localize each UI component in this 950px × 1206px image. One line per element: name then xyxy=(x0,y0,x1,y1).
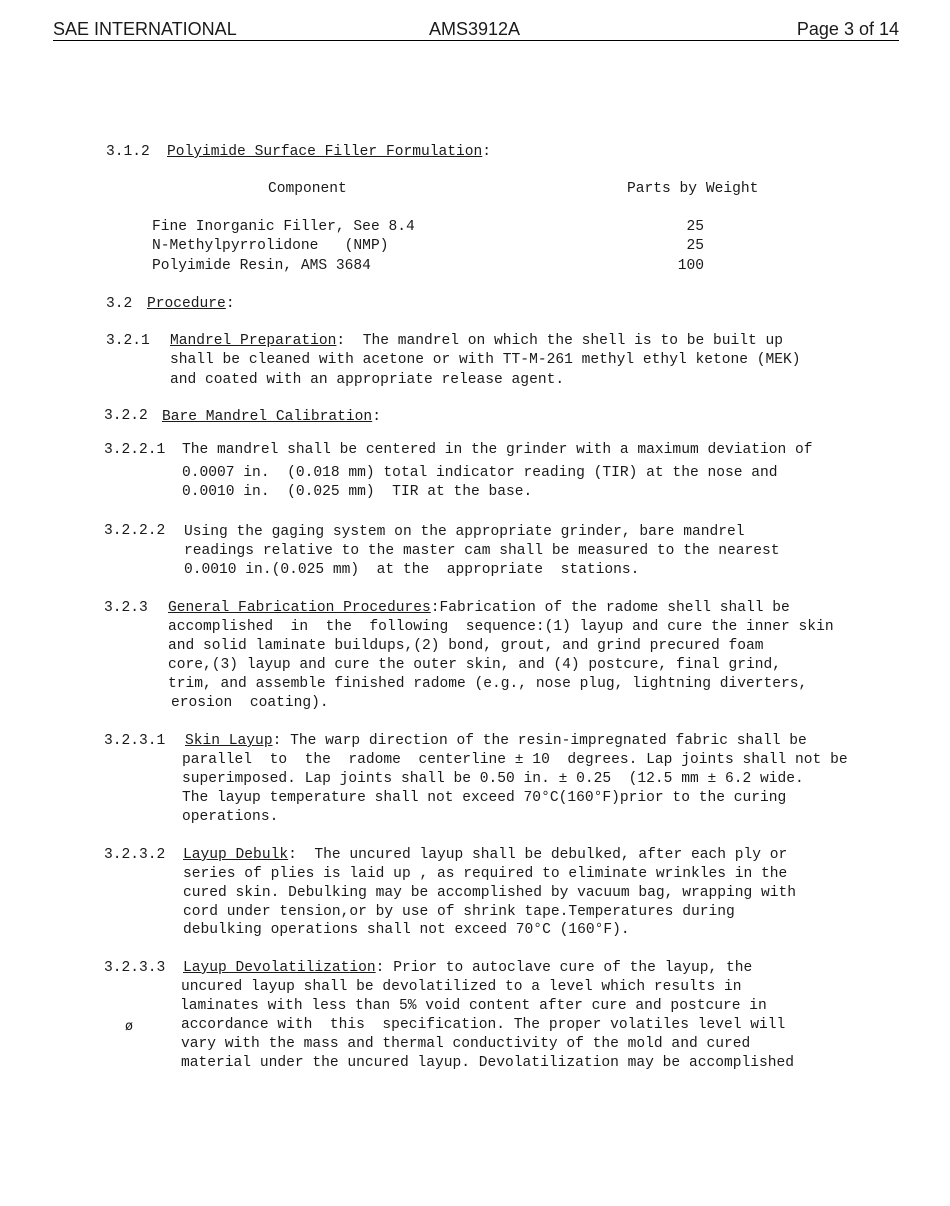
section-3-2-1-title: Mandrel Preparation xyxy=(170,333,337,349)
paragraph-line: The mandrel on which the shell is to be built up xyxy=(362,333,784,349)
table-cell-parts: 100 xyxy=(677,258,704,274)
page-header xyxy=(53,18,899,41)
heading-colon: : xyxy=(225,296,235,312)
paragraph-line: erosion coating). xyxy=(171,695,329,711)
paragraph-line: operations. xyxy=(182,809,279,825)
section-3-2-2-number: 3.2.2 xyxy=(104,408,148,424)
paragraph-line: readings relative to the master cam shall be measured to the nearest xyxy=(184,543,780,559)
heading-colon: : xyxy=(482,144,492,160)
section-3-2-heading xyxy=(147,295,235,314)
paragraph-line: cured skin. Debulking may be accomplished by vacuum bag, wrapping with xyxy=(183,885,797,901)
paragraph-line: shall be cleaned with acetone or with TT-M-261 methyl ethyl ketone (MEK) xyxy=(170,352,801,368)
change-bar-mark: ø xyxy=(125,1019,133,1034)
section-3-1-2-heading xyxy=(167,143,491,162)
paragraph-line: trim, and assemble finished radome (e.g., nose plug, lightning diverters, xyxy=(168,676,808,692)
section-3-2-3-1-number: 3.2.3.1 xyxy=(104,733,166,749)
paragraph-line: series of plies is laid up , as required to eliminate wrinkles in the xyxy=(183,866,788,882)
section-3-2-3-number: 3.2.3 xyxy=(104,600,148,616)
heading-colon: : xyxy=(430,600,440,616)
section-3-2-3-3-number: 3.2.3.3 xyxy=(104,960,166,976)
section-3-2-2-title: Bare Mandrel Calibration xyxy=(162,409,373,425)
heading-colon: : xyxy=(272,733,282,749)
paragraph-line: laminates with less than 5% void content after cure and postcure in xyxy=(180,998,767,1014)
paragraph-line: debulking operations shall not exceed 70°C (160°F). xyxy=(183,922,630,938)
section-3-2-3-1-line xyxy=(185,732,807,751)
section-3-2-3-2-line xyxy=(183,846,787,865)
paragraph-line: Fabrication of the radome shell shall be xyxy=(439,600,790,616)
paragraph-line: The mandrel shall be centered in the grinder with a maximum deviation of xyxy=(182,442,813,458)
paragraph-line: Prior to autoclave cure of the layup, the xyxy=(393,960,753,976)
section-3-2-3-2-title: Layup Debulk xyxy=(183,847,289,863)
heading-colon: : xyxy=(372,409,381,425)
paragraph-line: and solid laminate buildups,(2) bond, grout, and grind precured foam xyxy=(168,638,764,654)
section-3-2-1-line xyxy=(170,332,783,351)
paragraph-line: The warp direction of the resin-impregnated fabric shall be xyxy=(290,733,807,749)
heading-colon: : xyxy=(336,333,346,349)
paragraph-line: accomplished in the following sequence:(1) layup and cure the inner skin xyxy=(168,619,834,635)
paragraph-line: parallel to the radome centerline ± 10 degrees. Lap joints shall not be xyxy=(182,752,848,768)
table-cell-parts: 25 xyxy=(686,238,704,254)
section-3-2-2-1-number: 3.2.2.1 xyxy=(104,442,166,458)
section-3-2-3-line xyxy=(168,599,790,618)
section-3-2-3-2-number: 3.2.3.2 xyxy=(104,847,166,863)
heading-colon: : xyxy=(288,847,297,863)
section-3-2-title: Procedure xyxy=(147,296,226,312)
paragraph-line: and coated with an appropriate release agent. xyxy=(170,372,565,388)
table-header-component: Component xyxy=(268,181,347,197)
paragraph-line: The uncured layup shall be debulked, after each ply or xyxy=(314,847,788,863)
paragraph-line: The layup temperature shall not exceed 70°C(160°F)prior to the curing xyxy=(182,790,787,806)
section-3-2-2-2-number: 3.2.2.2 xyxy=(104,523,166,539)
section-3-2-3-title: General Fabrication Procedures xyxy=(168,600,431,616)
table-cell-component: Polyimide Resin, AMS 3684 xyxy=(152,258,371,274)
paragraph-line: vary with the mass and thermal conductivity of the mold and cured xyxy=(181,1036,751,1052)
section-3-2-3-3-line xyxy=(183,959,752,978)
section-3-2-2-heading xyxy=(162,408,381,427)
paragraph-line: uncured layup shall be devolatilized to a level which results in xyxy=(181,979,742,995)
paragraph-line: accordance with this specification. The proper volatiles level will xyxy=(181,1017,786,1033)
header-page-number: Page 3 of 14 xyxy=(796,19,899,39)
paragraph-line: cord under tension,or by use of shrink tape.Temperatures during xyxy=(183,904,735,920)
paragraph-line: 0.0007 in. (0.018 mm) total indicator reading (TIR) at the nose and xyxy=(182,465,778,481)
table-cell-component: N-Methylpyrrolidone (NMP) xyxy=(152,238,389,254)
heading-colon: : xyxy=(375,960,385,976)
section-3-2-3-1-title: Skin Layup xyxy=(185,733,273,749)
paragraph-line: 0.0010 in. (0.025 mm) TIR at the base. xyxy=(182,484,533,500)
header-org: SAE INTERNATIONAL xyxy=(53,19,237,39)
table-cell-parts: 25 xyxy=(686,219,704,235)
section-3-1-2-title: Polyimide Surface Filler Formulation xyxy=(167,144,483,160)
section-3-2-number: 3.2 xyxy=(106,296,133,312)
paragraph-line: material under the uncured layup. Devolatilization may be accomplished xyxy=(181,1055,795,1071)
section-3-1-2-number: 3.1.2 xyxy=(106,144,150,160)
table-header-parts: Parts by Weight xyxy=(627,181,759,197)
paragraph-line: 0.0010 in.(0.025 mm) at the appropriate stations. xyxy=(184,562,640,578)
paragraph-line: Using the gaging system on the appropriate grinder, bare mandrel xyxy=(184,524,745,540)
header-doc-id: AMS3912A xyxy=(429,19,521,39)
paragraph-line: superimposed. Lap joints shall be 0.50 in. ± 0.25 (12.5 mm ± 6.2 wide. xyxy=(182,771,804,787)
table-cell-component: Fine Inorganic Filler, See 8.4 xyxy=(152,219,415,235)
section-3-2-3-3-title: Layup Devolatilization xyxy=(183,960,376,976)
paragraph-line: core,(3) layup and cure the outer skin, and (4) postcure, final grind, xyxy=(168,657,782,673)
section-3-2-1-number: 3.2.1 xyxy=(106,333,150,349)
